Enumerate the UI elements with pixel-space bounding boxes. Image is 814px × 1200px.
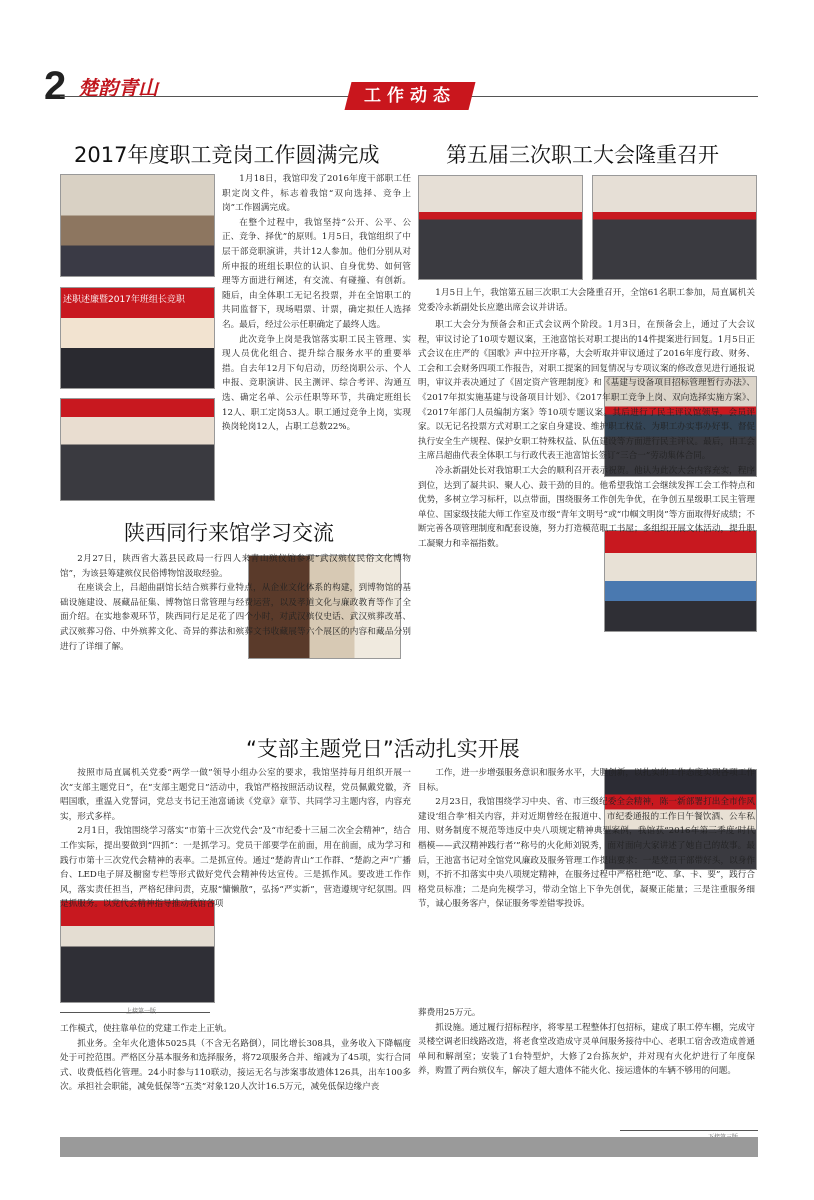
continued-from-page-1: 上接第一版 bbox=[126, 1008, 157, 1015]
photo-banner-text: 述职述廉暨2017年班组长竞职 bbox=[63, 295, 185, 305]
article-2-title: 第五届三次职工大会隆重召开 bbox=[446, 143, 719, 167]
continuation-body-right: 葬费用25万元。 抓设施。通过履行招标程序，将零星工程整体打包招标，建成了职工停车棚，完成守灵楼空调老旧线路改造，将老食堂改造成守灵单间服务接待中心、老职工宿舍改造成普通单间和解剖室；安装了1台特型炉，大修了2台拣灰炉，并对现有火化炉进行了年度保养，购置了两台殡仪车，解决了超大遗体不能火化、接运遗体的车辆不够用的问题。 bbox=[418, 1008, 755, 1077]
article-4-body-left: 按照市局直属机关党委“两学一做”领导小组办公室的要求，我馆坚持每月组织开展一次“支部主题党日”，在“支部主题党日”活动中，我馆严格按照活动议程，党员佩戴党徽，齐唱国歌，重温入党誓词，党总支书记王池富诵读《党章》章节、共同学习主题内容，内容充实，形式多样。 2月1日，我馆围绕学习落实“市第十三次党代会”及“市纪委十三届二次全会精神”，结合工作实际，提出要做到“四抓”：一是抓学习。党员干部要学在前面，用在前面，成为学习和践行市第十三次党代会精神的表率。二是抓宣传。通过“楚韵青山”工作群、“楚韵之声”广播台、LED电子屏及橱窗专栏等形式做好党代会精神传达宣传。三是抓作风。要改进工作作风，落实责任担当，严格纪律问责，克服“慵懒散”，弘扬“严实新”，营造遵规守纪氛围。四是抓服务。以党代会精神指导推动我馆各项 bbox=[60, 768, 411, 910]
article-1-body: 1月18日，我馆印发了2016年度干部职工任职定岗文件，标志着我馆“双向选择、竞争上岗”工作圆满完成。 在整个过程中，我馆坚持“公开、公平、公正、竞争、择优”的原则。1月5日，我馆组织了中层干部竞职演讲，共计12人参加。他们分别从对所申报的班组长职位的认识、自身优势、如何管理等方面进行阐述，有交流、有碰撞、有创新。随后，由全体职工无记名投票，并在全馆职工的共同监督下，现场唱票、计票，确定拟任人选择名。最后，经过公示任职确定了最终人选。 此次竞争上岗是我馆落实职工民主管理、实现人员优化组合、提升综合服务水平的重要举措。自去年12月下旬启动，历经岗职公示、个人申报、竞职演讲、民主测评、综合考评、沟通互选、确定名单、公示任职等环节，共确定班组长12人、职工定岗53人。职工通过竞争上岗，实现换岗轮岗12人，占职工总数22%。 bbox=[222, 174, 411, 433]
article-3-body: 2月27日，陕西省大荔县民政局一行四人来青山殡仪馆参观“武汉殡仪民俗文化博物馆”，为该县筹建殡仪民俗博物馆汲取经验。 在座谈会上，吕超曲副馆长结合殡葬行业特点，从企业文化体系的构建，到博物馆的基础设施建设、展藏品征集、博物馆日常管理与经费运营，以及孝道文化与廉政教育等作了全面介绍。在实地参观环节，陕西同行足足花了四个小时，对武汉殡仪史话、武汉殡葬改革、武汉殡葬习俗、中外殡葬文化、奇异的葬法和殡葬文书收藏展等六个展区的内容和藏品分别进行了详细了解。 bbox=[60, 554, 411, 652]
photo-speech-contest bbox=[60, 287, 215, 389]
article-4-title: “支部主题党日”活动扎实开展 bbox=[246, 737, 520, 761]
footer-bar bbox=[60, 1137, 758, 1157]
photo-congress-audience bbox=[592, 175, 757, 280]
photo-voting bbox=[60, 398, 215, 501]
continuation-line-right bbox=[620, 1130, 758, 1131]
article-4-body-right: 工作，进一步增强服务意识和服务水平，大胆创新，以扎实的工作态度实现各项工作目标。 2月23日，我馆围绕学习中央、省、市三级纪委全会精神，陈一新部署打出全市作风建设‘组合拳’相关内容，并对近期曾经在报道中、市纪委通报的工作日午餐饮酒、公车私用、财务制度不规范等违反中央八项规定精神典型案例，我馆获“2016年第三季度‘时代楷模——武汉精神践行者’”称号的火化师刘锐秀，面对面向大家讲述了她自己的故事。最后，王池富书记对全馆党风廉政及服务管理工作提出要求：一是党员干部带好头，以身作则，不折不扣落实中央八项规定精神，在服务过程中严格杜绝“吃、拿、卡、要”，践行合格党员标准；二是向先模学习，带动全馆上下争先创优，凝聚正能量；三是注重服务细节，诚心服务客户，保证服务零差错零投诉。 bbox=[418, 768, 755, 910]
page-number: 2 bbox=[44, 64, 67, 108]
section-label: 工作动态 bbox=[364, 86, 456, 106]
article-2-body: 职工大会分为预备会和正式会议两个阶段。1月3日，在预备会上，通过了大会议程，审议讨论了10项专题议案，王池富馆长对职工提出的14件提案进行回复。1月5日正式会议在庄严的《国歌》声中拉开序幕，大会听取并审议通过了2016年度行政、财务、工会和工会财务四项工作报告，对职工提案的回复情况与专项议案的修改意见进行通报说明，审议并表决通过了《固定资产管理制度》和《基建与设备项目招标管理暂行办法》、《2017年拟实施基建与设备项目计划》、《2017年职工竞争上岗、双向选择实施方案》、《2017年部门人员编制方案》等10项专题议案。其后进行了民主评议馆领导，会员评家。以无记名投票方式对职工之家自身建设、维护职工权益、为职工办实事办好事、督促执行安全生产规程、保护女职工特殊权益、队伍建设等方面进行民主评议。最后，由工会主席吕超曲代表全体职工与行政代表王池富馆长签订“三合一”劳动集体合同。 冷永新副处长对我馆职工大会的顺利召开表示祝贺。他认为此次大会内容充实，程序到位，达到了凝共识、聚人心、鼓干劲的目的。他希望我馆工会继续发挥工会工作特点和优势，多树立学习标杆，以点带面，围绕服务工作创先争优，在争创五星级职工民主管理单位、国家级技能大师工作室及市级“青年文明号”或“巾帼文明岗”等方面取得好成绩；不断完善各项管理制度和配套设施，努力打造模范职工书屋；多组织开展文体活动，提升职工凝聚力和幸福指数。 bbox=[418, 320, 755, 549]
photo-congress-hall bbox=[418, 175, 583, 280]
newspaper-name: 楚韵青山 bbox=[78, 76, 158, 100]
article-3-title: 陕西同行来馆学习交流 bbox=[124, 521, 334, 545]
photo-competition-meeting bbox=[60, 174, 215, 277]
continuation-body-left: 工作模式，使拄靠单位的党建工作走上正轨。 抓业务。全年火化遗体5025具（不含无名路倒），同比增长308具，业务收入下降幅度处于可控范围。严格区分基本服务和选择服务，将72项服务合并、缩减为了45项，实行合同式、收费低档化管理。24小时参与110联动，接运无名与涉案事故遗体126具，出车100多次。承担社会职能，减免低保等“五类”对象120人次计16.5万元，减免低保边缘户丧 bbox=[60, 1024, 411, 1093]
article-1-title: 2017年度职工竞岗工作圆满完成 bbox=[74, 143, 380, 167]
article-2-body-top: 1月5日上午，我馆第五届三次职工大会隆重召开，全馆61名职工参加，局直属机关党委冷永新副处长应邀出席会议并讲话。 bbox=[418, 288, 755, 313]
